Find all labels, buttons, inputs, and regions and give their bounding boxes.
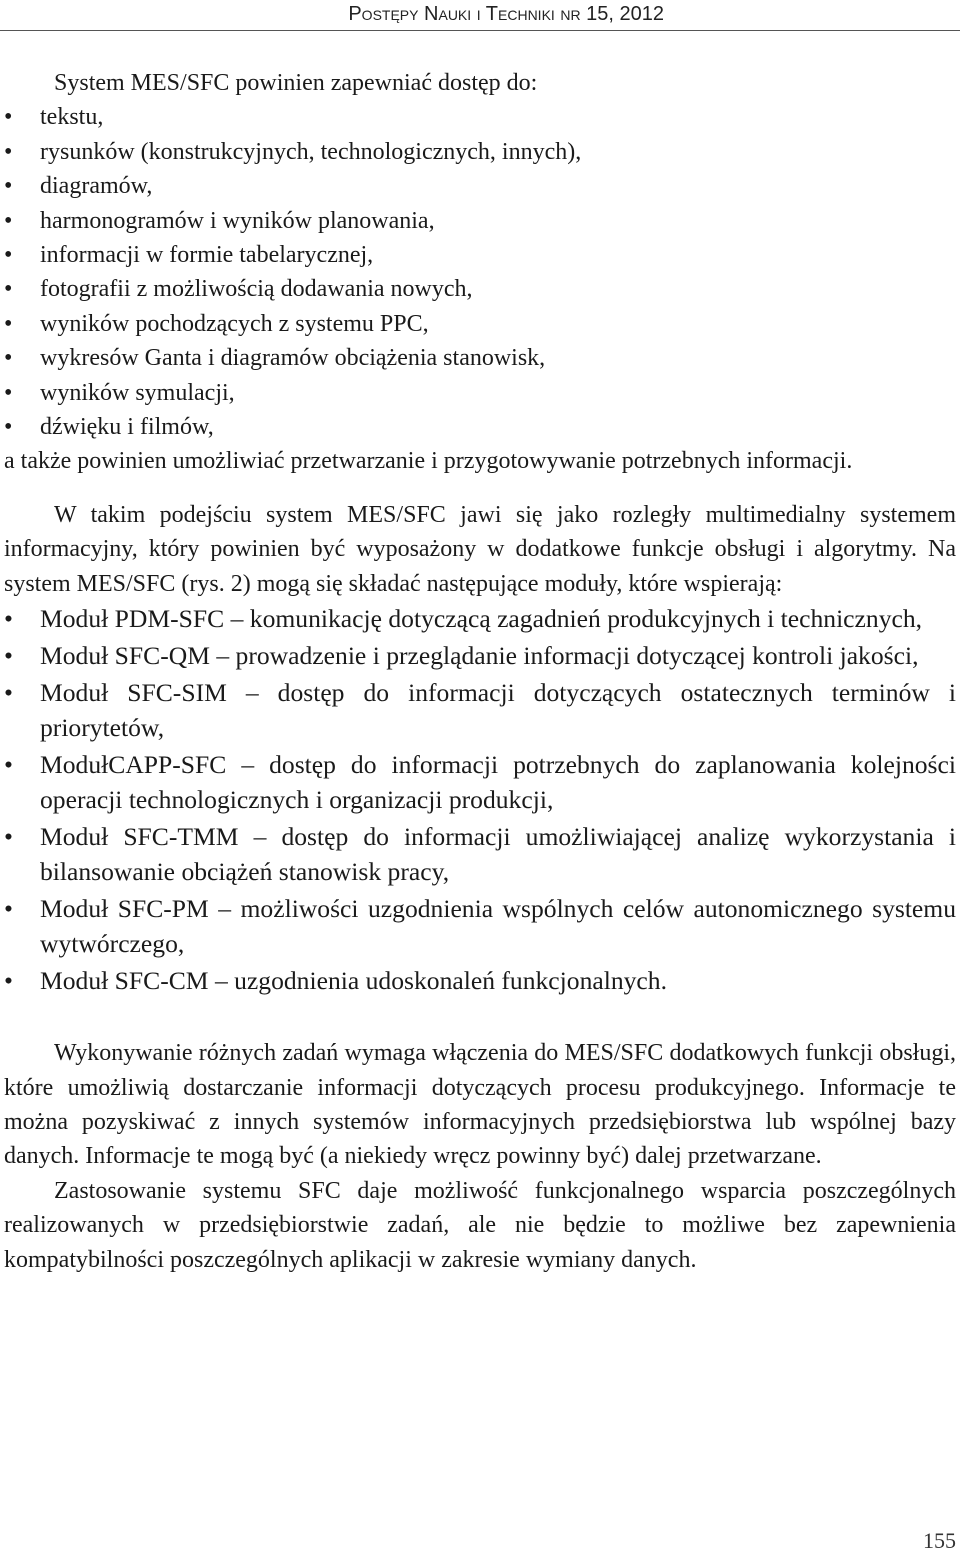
journal-header bbox=[348, 3, 664, 26]
list-item: • wyników pochodzących z systemu PPC, bbox=[4, 307, 956, 341]
tasks-paragraph: Wykonywanie różnych zadań wymaga włączenia do MES/SFC dodatkowych funkcji obsługi, które umożliwią dostarczanie informacji dotyczących procesu produkcyjnego. Informacje te można pozyskiwać z innych systemów informacyjnych przedsiębiorstwa lub wspólnej bazy danych. Informacje te mogą być (a niekiedy wręcz powinny być) dalej przetwarzane. bbox=[4, 1040, 956, 1170]
module-item: • ModułCAPP-SFC – dostęp do informacji potrzebnych do zaplanowania kolejności operacji technologicznych i organizacji produkcji, bbox=[4, 747, 956, 817]
list-item: • rysunków (konstrukcyjnych, technologicznych, innych), bbox=[4, 135, 956, 169]
module-item: • Moduł SFC-QM – prowadzenie i przeglądanie informacji dotyczącej kontroli jakości, bbox=[4, 638, 956, 673]
module-item: • Moduł SFC-CM – uzgodnienia udoskonaleń funkcjonalnych. bbox=[4, 963, 956, 998]
module-item: • Moduł SFC-TMM – dostęp do informacji umożliwiającej analizę wykorzystania i bilansowanie obciążeń stanowisk pracy, bbox=[4, 819, 956, 889]
sfc-paragraph: Zastosowanie systemu SFC daje możliwość funkcjonalnego wsparcia poszczególnych realizowanych w przedsiębiorstwie zadań, ale nie będzie to możliwe bez zapewnienia kompatybilności poszczególnych aplikacji w zakresie wymiany danych. bbox=[4, 1177, 956, 1273]
module-item: • Moduł SFC-SIM – dostęp do informacji dotyczących ostatecznych terminów i priorytetów, bbox=[4, 675, 956, 745]
list-item: • fotografii z możliwością dodawania nowych, bbox=[4, 272, 956, 306]
journal-issue: nr 15, 2012 bbox=[560, 3, 664, 25]
journal-name: Postępy Nauki i Techniki bbox=[348, 3, 555, 25]
after-list-text: a także powinien umożliwiać przetwarzanie i przygotowywanie potrzebnych informacji. bbox=[4, 448, 853, 475]
page-body bbox=[4, 66, 956, 1277]
header-rule bbox=[0, 30, 960, 31]
list-item: • diagramów, bbox=[4, 169, 956, 203]
list-item: • wykresów Ganta i diagramów obciążenia stanowisk, bbox=[4, 341, 956, 375]
module-item: • Moduł PDM-SFC – komunikację dotyczącą zagadnień produkcyjnych i technicznych, bbox=[4, 601, 956, 636]
list-item: • tekstu, bbox=[4, 100, 956, 134]
page-number: 155 bbox=[923, 1528, 956, 1553]
modules-list bbox=[4, 601, 956, 998]
running-header bbox=[0, 0, 960, 30]
modules-paragraph: W takim podejściu system MES/SFC jawi się jako rozległy multimedialny systemem informacyjny, który powinien być wyposażony w dodatkowe funkcje obsługi i algorytmy. Na system MES/SFC (rys. 2) mogą się składać następujące moduły, które wspierają: bbox=[4, 501, 956, 597]
list-item: • harmonogramów i wyników planowania, bbox=[4, 204, 956, 238]
list-item: • informacji w formie tabelarycznej, bbox=[4, 238, 956, 272]
access-intro: System MES/SFC powinien zapewniać dostęp do: bbox=[54, 70, 538, 96]
module-item: • Moduł SFC-PM – możliwości uzgodnienia wspólnych celów autonomicznego systemu wytwórczego, bbox=[4, 891, 956, 961]
list-item: • dźwięku i filmów, bbox=[4, 410, 956, 444]
list-item: • wyników symulacji, bbox=[4, 376, 956, 410]
access-list bbox=[4, 100, 956, 444]
